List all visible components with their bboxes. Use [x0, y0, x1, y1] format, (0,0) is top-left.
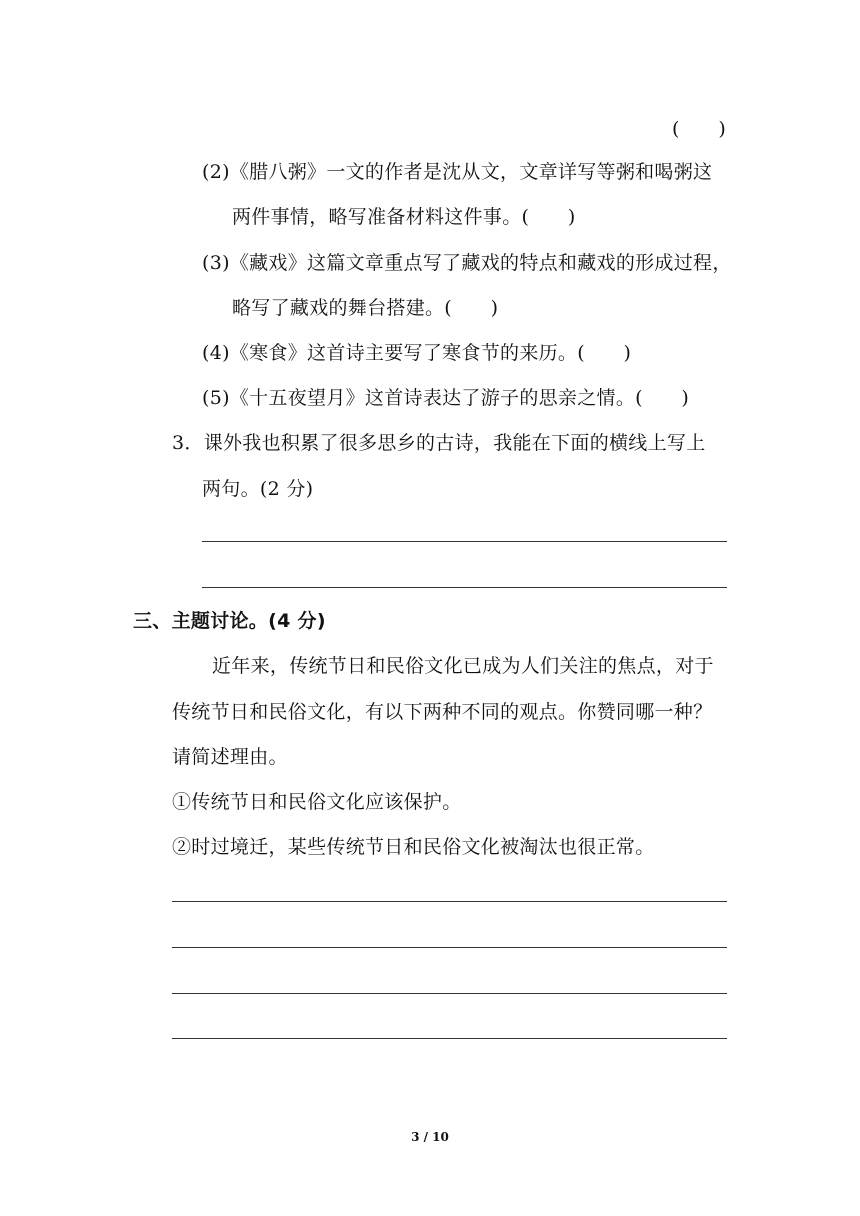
- section3-paragraph-line1: 近年来，传统节日和民俗文化已成为人们关注的焦点，对于: [212, 655, 714, 677]
- q3-answer-line-1[interactable]: [202, 541, 727, 542]
- q2-item3-line2: 略写了藏戏的舞台搭建。( ): [232, 297, 499, 319]
- q3-line2: 两句。(2 分): [202, 478, 314, 500]
- page-number: 3 / 10: [411, 1130, 449, 1144]
- section3-answer-line-2[interactable]: [172, 947, 727, 948]
- viewpoint-2: ②时过境迁，某些传统节日和民俗文化被淘汰也很正常。: [172, 836, 655, 858]
- section3-answer-line-3[interactable]: [172, 993, 727, 994]
- q2-item4: (4)《寒食》这首诗主要写了寒食节的来历。( ): [202, 342, 632, 364]
- q2-item2-line1: (2)《腊八粥》一文的作者是沈从文，文章详写等粥和喝粥这: [202, 161, 713, 183]
- q3-answer-line-2[interactable]: [202, 587, 727, 588]
- top-answer-bracket: ( ): [672, 118, 727, 140]
- section3-paragraph-line3: 请简述理由。: [172, 746, 288, 768]
- section3-heading: 三、主题讨论。(4 分): [133, 610, 326, 632]
- q3-line1: 3．课外我也积累了很多思乡的古诗，我能在下面的横线上写上: [172, 432, 706, 454]
- viewpoint-1: ①传统节日和民俗文化应该保护。: [172, 791, 462, 813]
- section3-answer-line-1[interactable]: [172, 901, 727, 902]
- section3-paragraph-line2: 传统节日和民俗文化，有以下两种不同的观点。你赞同哪一种？: [172, 701, 713, 723]
- q2-item2-line2: 两件事情，略写准备材料这件事。( ): [232, 206, 576, 228]
- section3-answer-line-4[interactable]: [172, 1038, 727, 1039]
- q2-item3-line1: (3)《藏戏》这篇文章重点写了藏戏的特点和藏戏的形成过程，: [202, 252, 732, 274]
- q2-item5: (5)《十五夜望月》这首诗表达了游子的思亲之情。( ): [202, 387, 690, 409]
